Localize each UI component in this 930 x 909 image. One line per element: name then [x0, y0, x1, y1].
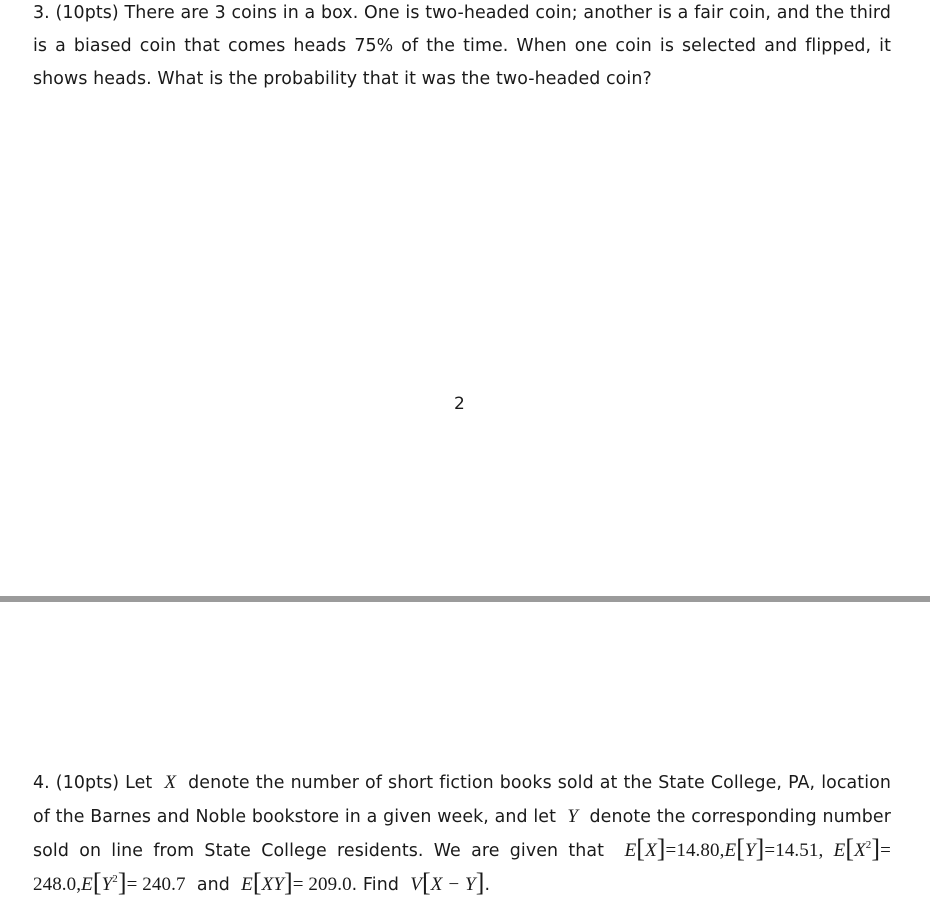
question-4-text: 4. (10pts) Let X denote the number of short fiction books sold at the State College, PA, location of the Barnes and Noble bookstore in a given week, and let Y denote the corresponding number sold on line from State College residents. We are given that E[X]=14.80,E[Y]=14.51, $E[X^2]= 248.0,E[Y^2]= 240.7$ and E[XY]= 209.0. Find V[X − Y].: [33, 772, 891, 897]
question-3-text: 3. (10pts) There are 3 coins in a box. One is two-headed coin; another is a fair coin, and the third is a biased coin that comes heads 75% of the time. When one coin is selected and flipped, it shows heads. What is the probability that it was the two-headed coin?: [33, 3, 891, 89]
expectation-x-value: =14.80: [665, 840, 720, 861]
var-x: X: [164, 772, 177, 793]
q4-text-b: denote the corresponding number sold on line from State College residents. We are given that: [33, 807, 891, 861]
cross-moment-formula: E[XY]= 209.0: [241, 868, 352, 897]
expectation-y-value: =14.51: [764, 840, 819, 861]
variance-target-formula: V[X − Y]: [410, 868, 485, 897]
q4-text-a: denote the number of short fiction books sold at the State College, PA, location of the Barnes and Noble bookstore in a given week, and let: [33, 773, 891, 827]
var-y: Y: [567, 806, 579, 827]
and-word: and: [196, 875, 230, 895]
find-word: . Find: [351, 875, 399, 895]
q4-intro: 4. (10pts) Let: [33, 773, 153, 793]
page-number: 2: [454, 394, 465, 414]
page-divider: [0, 596, 930, 602]
variance-target-expr: X − Y: [430, 874, 476, 895]
second-moment-x-formula: $E[X^2]= 248.0,E[Y^2]= 240.7$: [33, 834, 891, 897]
cross-moment-value: = 209.0: [292, 874, 352, 895]
second-moment-x-value: = 248.0: [33, 840, 891, 895]
expectation-x-formula: E[X]=14.80,E[Y]=14.51,: [624, 834, 824, 863]
second-moment-y-value: = 240.7: [126, 874, 186, 895]
